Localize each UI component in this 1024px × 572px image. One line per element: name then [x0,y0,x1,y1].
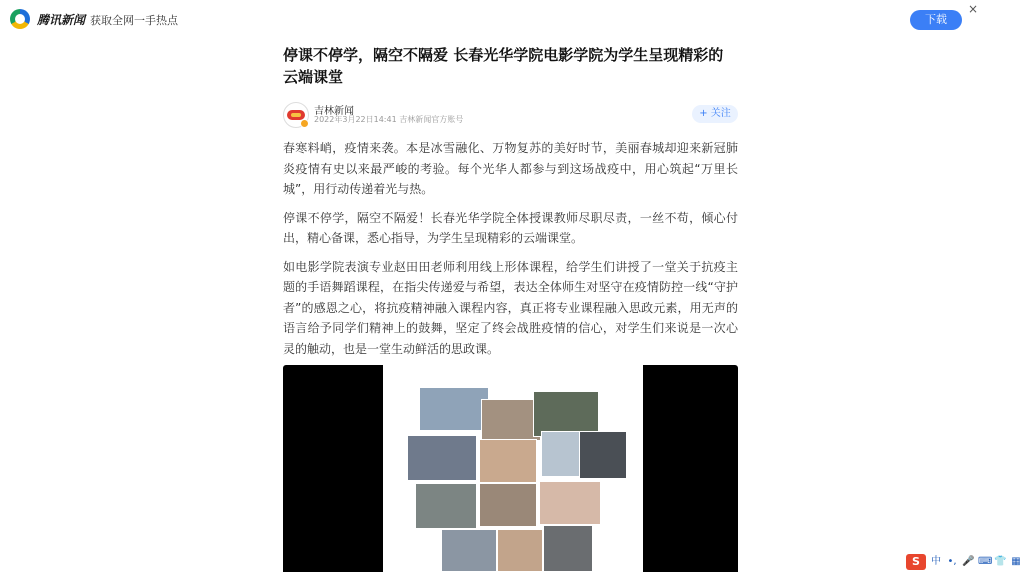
skin-icon[interactable]: 👕 [994,556,1007,567]
collage-photo [419,387,489,431]
collage-photo [497,529,543,572]
article-paragraph: 停课不停学，隔空不隔爱！长春光华学院全体授课教师尽职尽责，一丝不苟，倾心付出，精心备课，悉心指导，为学生呈现精彩的云端课堂。 [283,210,738,245]
chinese-mode-icon[interactable]: 中 [931,556,941,567]
collage-photo [441,529,497,572]
follow-button[interactable]: + 关注 [692,105,738,123]
article-paragraph: 如电影学院表演专业赵田田老师利用线上形体课程，给学生们讲授了一堂关于抗疫主题的手语舞蹈课程，在指尖传递爱与希望，表达全体师生对坚守在疫情防控一线“守护者”的感恩之心，将抗疫精神融入课程内容，真正将专业课程融入思政元素，用无声的语言给予同学们精神上的鼓舞，坚定了终会战胜疫情的信心，对学生们来说是一次心灵的触动，也是一堂生动鲜活的思政课。 [283,259,738,356]
author-row [283,100,738,134]
verified-badge-icon [300,119,309,128]
keyboard-icon[interactable]: ⌨ [978,556,993,567]
article-paragraph: 春寒料峭，疫情来袭。本是冰雪融化、万物复苏的美好时节，美丽春城却迎来新冠肺炎疫情有史以来最严峻的考验。每个光华人都参与到这场战疫中，用心筑起“万里长城”，用行动传递着光与热。 [283,141,738,196]
article-title: 停课不停学，隔空不隔爱 长春光华学院电影学院为学生呈现精彩的云端课堂 [283,46,724,86]
publish-meta: 2022年3月22日14:41 吉林新闻官方账号 [314,115,464,124]
microphone-icon[interactable]: 🎤 [962,556,975,567]
collage-photo [543,525,593,572]
collage-photo [539,481,601,525]
collage-photo [479,439,537,483]
collage-photo [481,399,541,441]
video-player[interactable] [283,365,738,572]
tencent-news-logo-icon [10,9,30,29]
author-name[interactable]: 吉林新闻 [314,106,354,117]
collage-photo [407,435,477,481]
toolbox-icon[interactable]: ▦ [1011,556,1021,567]
article [283,44,738,359]
download-button[interactable]: 下载 [910,10,962,30]
collage-photo [415,483,477,529]
sogou-ime-logo-icon[interactable]: S [906,554,926,570]
collage-photo [479,483,537,527]
ime-toolbar [904,552,1024,572]
punctuation-icon[interactable]: •, [947,556,957,567]
close-icon[interactable]: × [967,2,979,16]
video-frame-heart-collage [383,365,643,572]
top-banner [0,0,1024,38]
collage-photo [579,431,627,479]
banner-slogan: 获取全网一手热点 [90,14,178,27]
brand-name: 腾讯新闻 [37,13,86,27]
